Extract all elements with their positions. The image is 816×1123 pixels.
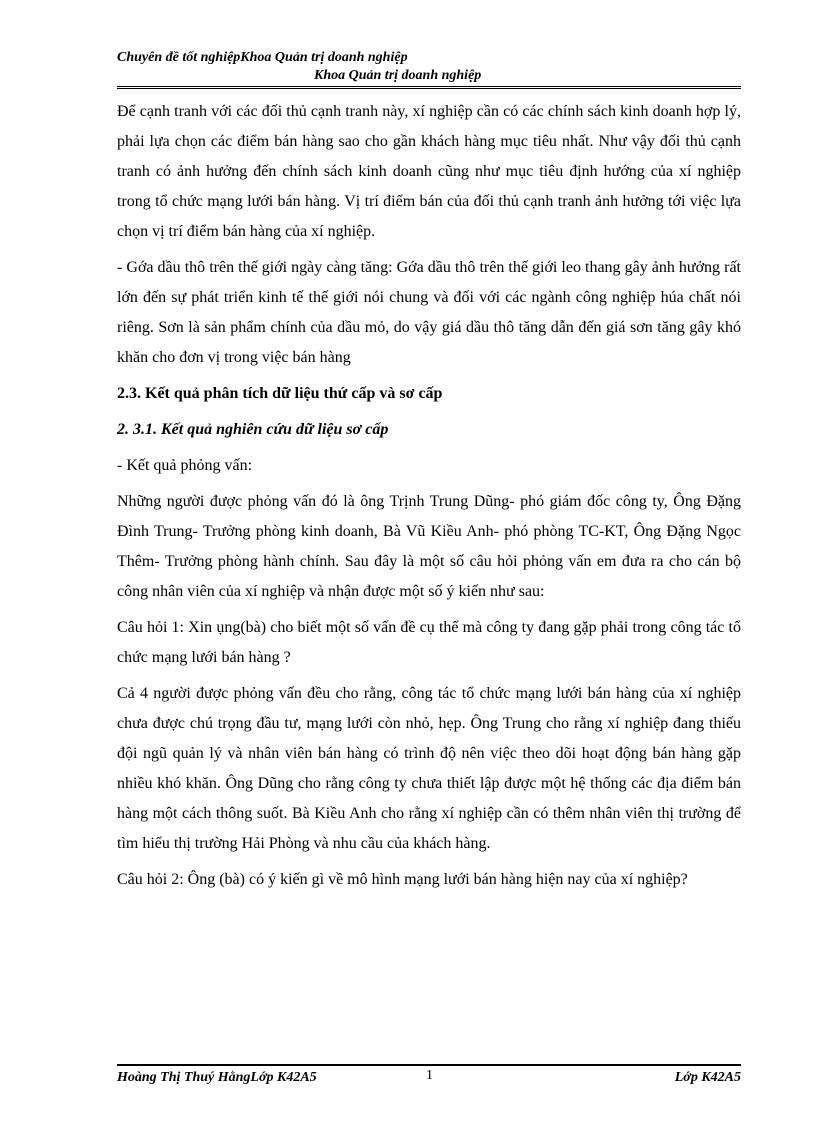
paragraph-oil-price: - Gớa dầu thô trên thế giới ngày càng tăng: Gớa dầu thô trên thế giới leo thang gây ảnh hưởng rất lớn đến sự phát triển kinh tế thế giới nói chung và đối với các ngành công nghiệp húa chất nói riêng. Sơn là sản phẩm chính của dầu mỏ, do vậy giá dầu thô tăng dẫn đến giá sơn tăng gây khó khăn cho đơn vị trong việc bán hàng [117, 259, 741, 366]
subsection-heading: 2. 3.1. Kết quả nghiên cứu dữ liệu sơ cấp [117, 421, 389, 438]
paragraph-question-1: Câu hỏi 1: Xin ụng(bà) cho biết một số vấn đề cụ thể mà công ty đang gặp phải trong công tác tổ chức mạng lưới bán hàng ? [117, 619, 741, 666]
footer-divider [117, 1064, 741, 1066]
paragraph-interview-results: - Kết quả phỏng vấn: [117, 457, 253, 474]
header-divider [117, 86, 741, 89]
footer-author: Hoàng Thị Thuý HằngLớp K42A5 [117, 1070, 317, 1085]
page-number: 1 [426, 1068, 433, 1083]
paragraph-competition: Để cạnh tranh với các đối thủ cạnh tranh này, xí nghiệp cần có các chính sách kinh doanh hợp lý, phải lựa chọn các điểm bán hàng sao cho gần khách hàng mục tiêu nhất. Như vậy đối thủ cạnh tranh có ảnh hưởng đến chính sách kinh doanh cũng như mục tiêu định hướng của xí nghiệp trong tổ chức mạng lưới bán hàng. Vị trí điểm bán của đối thủ cạnh tranh ảnh hưởng tới việc lựa chọn vị trí điểm bán hàng của xí nghiệp. [117, 103, 741, 240]
header-title: Chuyên đề tốt nghiệpKhoa Quản trị doanh nghiệp [117, 50, 408, 65]
paragraph-interviewees: Những người được phỏng vấn đó là ông Trịnh Trung Dũng- phó giám đốc công ty, Ông Đặng Đình Trung- Trưởng phòng kinh doanh, Bà Vũ Kiều Anh- phó phòng TC-KT, Ông Đặng Ngọc Thêm- Trưởng phòng hành chính. Sau đây là một số câu hỏi phỏng vấn em đưa ra cho cán bộ công nhân viên của xí nghiệp và nhận được một số ý kiến như sau: [117, 493, 741, 600]
page-footer [117, 1068, 741, 1090]
page-header [117, 49, 741, 85]
paragraph-answer-1: Cả 4 người được phỏng vấn đều cho rằng, công tác tổ chức mạng lưới bán hàng của xí nghiệp chưa được chú trọng đầu tư, mạng lưới còn nhỏ, hẹp. Ông Trung cho rằng xí nghiệp đang thiếu đội ngũ quản lý và nhân viên bán hàng có trình độ nên việc theo dõi hoạt động bán hàng gặp nhiều khó khăn. Ông Dũng cho rằng công ty chưa thiết lập được một hệ thống các địa điểm bán hàng một cách thông suốt. Bà Kiều Anh cho rằng xí nghiệp cần có thêm nhân viên thị trường để tìm hiểu thị trường Hải Phòng và nhu cầu của khách hàng. [117, 685, 741, 852]
paragraph-question-2: Câu hỏi 2: Ông (bà) có ý kiến gì về mô hình mạng lưới bán hàng hiện nay của xí nghiệp? [117, 871, 688, 888]
header-subtitle: Khoa Quản trị doanh nghiệp [314, 68, 482, 83]
footer-class: Lớp K42A5 [674, 1070, 741, 1085]
section-heading: 2.3. Kết quả phân tích dữ liệu thứ cấp và sơ cấp [117, 385, 443, 402]
document-body [117, 97, 741, 901]
